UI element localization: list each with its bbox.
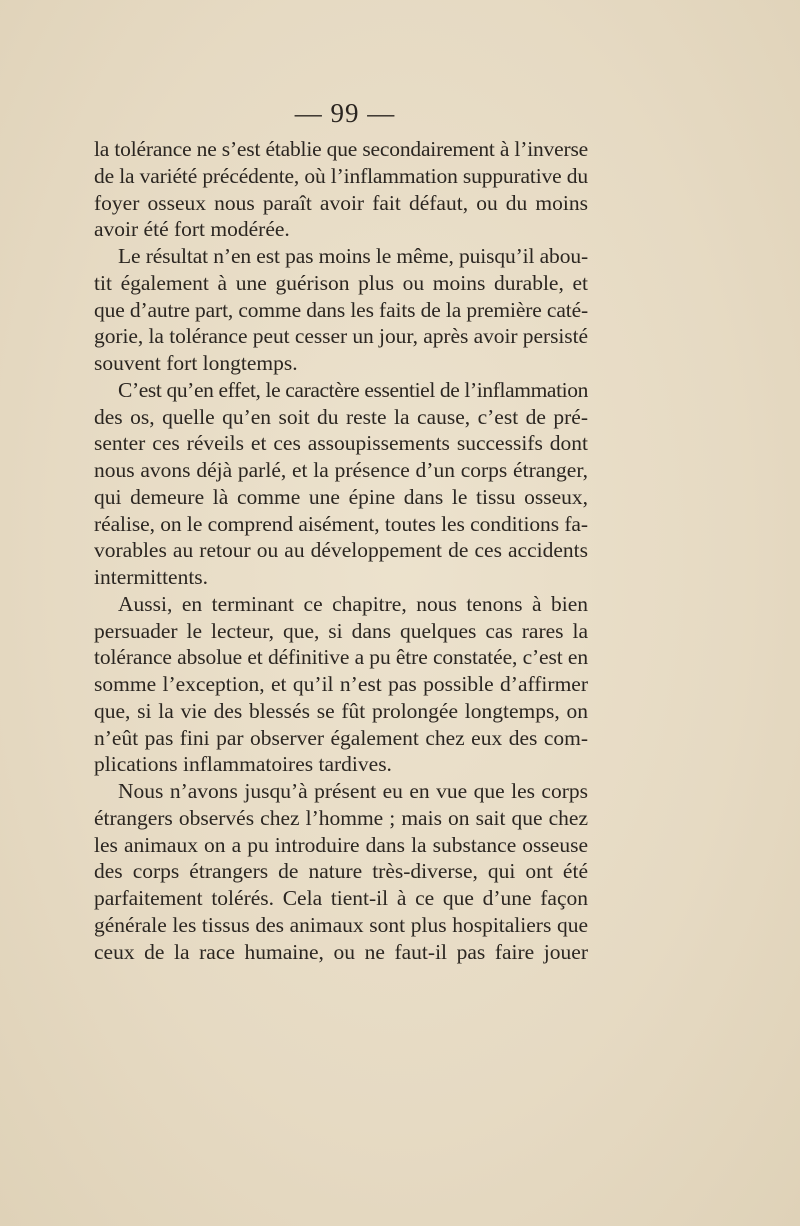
paragraph	[94, 377, 588, 591]
paragraph	[94, 243, 588, 377]
text-line: nous avons déjà parlé, et la présence d’un corps étranger,	[94, 458, 588, 482]
text-line: Nous n’avons jusqu’à présent eu en vue que les corps	[118, 779, 588, 803]
text-line: intermittents.	[94, 565, 209, 589]
text-line: générale les tissus des animaux sont plus hospitaliers que	[94, 912, 588, 937]
text-line: qui demeure là comme une épine dans le tissu osseux,	[94, 484, 588, 509]
text-line: que d’autre part, comme dans les faits de la première caté-	[94, 297, 588, 322]
text-line: vorables au retour ou au développement de ces accidents	[94, 538, 588, 563]
text-line: Aussi, en terminant ce chapitre, nous tenons à bien	[118, 591, 588, 616]
text-line: persuader le lecteur, que, si dans quelques cas rares la	[94, 618, 588, 643]
text-line: n’eût pas fini par observer également chez eux des com-	[94, 725, 588, 750]
text-line: de la variété précédente, où l’inflammation suppurative du	[94, 163, 588, 188]
text-line: que, si la vie des blessés se fût prolongée longtemps, on	[94, 698, 588, 723]
text-line: somme l’exception, et qu’il n’est pas possible d’affirmer	[94, 672, 588, 696]
text-line: des os, quelle qu’en soit du reste la cause, c’est de pré-	[94, 404, 588, 429]
body-text	[94, 136, 588, 965]
paragraph	[94, 591, 588, 778]
text-line: la tolérance ne s’est établie que secondairement à l’inverse	[94, 137, 588, 161]
paragraph	[94, 778, 588, 965]
text-line: Le résultat n’en est pas moins le même, puisqu’il abou-	[118, 244, 588, 268]
text-line: des corps étrangers de nature très-diverse, qui ont été	[94, 859, 588, 884]
text-line: parfaitement tolérés. Cela tient-il à ce que d’une façon	[94, 886, 588, 910]
text-line: tolérance absolue et définitive a pu être constatée, c’est en	[94, 645, 588, 670]
paragraph	[94, 136, 588, 243]
text-line: souvent fort longtemps.	[94, 351, 298, 375]
text-line: senter ces réveils et ces assoupissements successifs dont	[94, 431, 588, 456]
text-line: tit également à une guérison plus ou moins durable, et	[94, 270, 588, 295]
text-line: réalise, on le comprend aisément, toutes les conditions fa-	[94, 511, 588, 536]
text-line: plications inflammatoires tardives.	[94, 752, 392, 777]
text-line: gorie, la tolérance peut cesser un jour, après avoir persisté	[94, 324, 588, 349]
text-line: étrangers observés chez l’homme ; mais on sait que chez	[94, 805, 588, 830]
text-line: les animaux on a pu introduire dans la substance osseuse	[94, 832, 588, 857]
page-number: — 99 —	[294, 98, 396, 128]
text-line: C’est qu’en effet, le caractère essentiel de l’inflammation	[118, 377, 588, 402]
text-line: ceux de la race humaine, ou ne faut-il pas faire jouer	[94, 939, 588, 964]
text-line: foyer osseux nous paraît avoir fait défaut, ou du moins	[94, 190, 588, 215]
text-line: avoir été fort modérée.	[94, 217, 290, 242]
